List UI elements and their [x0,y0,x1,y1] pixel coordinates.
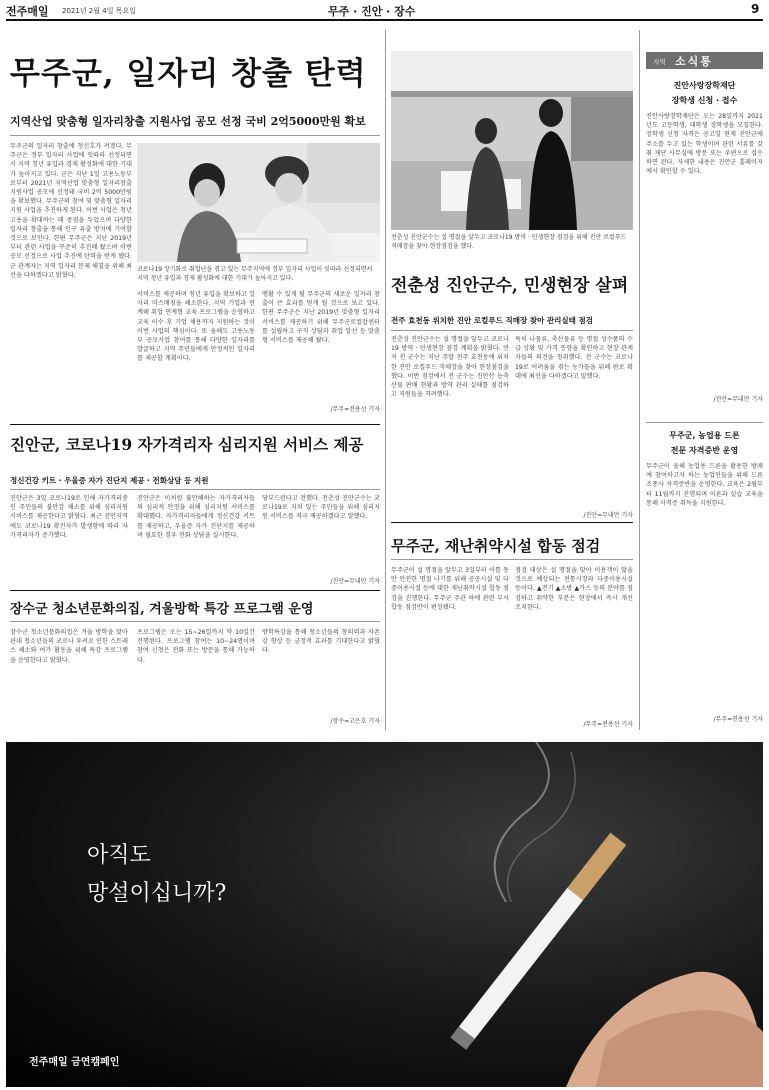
article4-byline: /무주=전용선 기자 [583,721,633,728]
ad-headline-line1: 아직도 [87,843,151,868]
page-number: 9 [751,2,760,16]
article1-byline: /무주=전용선 기자 [330,406,380,413]
masthead-paper-name: 전주매일 [6,5,49,18]
sidebar-item2-title-line1: 무주군, 농업용 드론 [669,431,740,440]
sidebar-item1-byline: /진안=무내만 기자 [713,396,763,403]
article1-col2: 서비스를 제공하며 청년 유입을 확보하고 일자리 미스매칭을 해소한다. 지역 기업과 연계해 취업 연계형 교육 프로그램을 운영하고 교육 이수 후 기업 채용까지 지원하는 것이 이번 사업의 핵심이다. 또 올해도 고용노동부 공모사업 참여를 통해 다양한 일자리를 발굴하고 지역 주민들에게 안정적인 일자리를 제공할 계획이다. [137,291,255,363]
article2-photo [391,51,633,230]
article5-byline: /장수=고은호 기자 [330,718,380,725]
article1-col1: 무주군의 일자리 창출에 청신호가 켜졌다. 무주군은 정부 일자리 사업에 잇따라 선정되면서 지역 청년 유입과 경제 활성화에 대한 기대가 높아지고 있다. 군은 지난 1일 고용노동부로부터 2021년 지역산업 맞춤형 일자리창출 지원사업 공모에 선정돼 국비 2억 5000만원을 확보했다. 무주군의 참여 및 맞춤형 일자리 지원 사업을 추진하게 된다. 이번 사업은 청년 고용을 확대하는 데 중점을 두었으며 다양한 일자리 창출을 통해 인구 유출 방지에 기여할 것으로 보인다. 한편 무주군은 지난 2019년부터 관련 사업을 꾸준히 추진해 왔으며 이번 공모 선정으로 사업 추진에 탄력을 받게 됐다. 군 관계자는 지역 일자리 문제 해결을 위해 최선을 다하겠다고 밝혔다. [10,143,132,279]
article3-col2: 진안군은 이처럼 불안해하는 자가격리자들의 심리적 안정을 위해 심리지원 서비스를 확대했다. 자가격리자들에게 정신건강 키트를 제공하고, 우울증 자가 진단지를 제공하며 필요한 경우 전화 상담을 실시한다. [137,495,255,539]
article3-headline: 진안군, 코로나19 자가격리자 심리지원 서비스 제공 [10,435,364,454]
ad-headline-line2: 망설이십니까? [87,881,227,906]
section-title: 무주 · 진안 · 장수 [328,5,416,18]
article2-headline: 전춘성 진안군수, 민생현장 살펴 [391,276,629,296]
article3-byline: /진안=무내만 기자 [330,578,380,585]
article2-subhead-rule [391,330,633,331]
article1-photo-caption: 코로나19 장기화로 취업난을 겪고 있는 무주지역에 정부 일자리 사업이 잇따라 선정되면서 지역 청년 유입과 경제 활성화에 대한 기대가 높아지고 있다. [137,266,373,282]
article1-headline: 무주군, 일자리 창출 탄력 [10,56,367,92]
ad-banner [6,742,763,1087]
article4-top-rule [391,522,633,523]
article1-subhead: 지역산업 맞춤형 일자리창출 지원사업 공모 선정 국비 2억5000만원 확보 [10,115,366,128]
header-rule [6,19,763,21]
article4-col2: 점검 대상은 설 명절을 맞아 이용객이 많을 것으로 예상되는 전통시장과 다중이용시설 등이다. ▲전기 ▲소방 ▲가스 등의 분야를 점검하고 취약한 부분은 현장에서 즉시 개선 조치한다. [515,567,633,611]
sidebar-item1-title-line2: 장학생 신청 · 접수 [671,96,738,105]
sidebar-label-big: 소식통 [675,55,713,68]
article3-col3: 당부드린다고 전했다. 전춘성 진안군수는 코로나19로 지쳐 있는 주민들을 위해 심리지원 서비스를 적극 제공하겠다고 말했다. [262,495,380,521]
article5-col2: 프로그램은 오는 15~26일까지 약 10일간 진행된다. 프로그램 참여는 10~24명이며 참여 신청은 전화 또는 방문을 통해 가능하다. [137,629,255,664]
article5-top-rule [10,590,380,591]
column-divider [385,30,386,730]
sidebar-item1-title-line1: 진안사랑장학재단 [673,81,736,90]
article1-photo [137,143,380,262]
article4-headline: 무주군, 재난취약시설 합동 점검 [391,537,601,555]
article3-top-rule [10,424,380,425]
article2-photo-caption: 전춘성 진안군수는 설 명절을 앞두고 코로나19 방역 · 민생현장 점검을 위해 진안 로컬푸드 직매장을 찾아 현장점검을 했다. [391,234,627,250]
article3-subhead: 정신건강 키트 · 우울증 자가 진단지 제공 · 전화상담 등 지원 [10,476,209,485]
article2-subhead: 전주 효천동 위치한 진안 로컬푸드 직매장 찾아 관리실태 점검 [391,316,594,325]
article3-subhead-rule [10,489,380,490]
article1-subhead-rule [10,135,380,136]
sidebar-item-divider [646,422,763,423]
sidebar-item1-body: 진안사랑장학재단은 오는 28일까지 2021년도 고등학생, 대학생 장학생을 모집한다. 장학생 신청 자격은 공고일 현재 진안군에 주소를 두고 있는 학생이며 관련 서류를 갖춰 재단 사무실에 방문 또는 우편으로 접수하면 된다. 자세한 내용은 진안군 홈페이지에서 확인할 수 있다. [646,113,763,176]
sidebar-label-small: 지역 [653,58,666,66]
article1-col3: 맹활 수 있게 될 무주군의 새로운 일자리 창출이 큰 효과를 얻게 될 것으로 보고 있다. 한편 무주군은 지난 2019년 맞춤형 일자리서비스를 제공하기 위해 무주군로컬잡센터를 설립하고 구직 상담과 취업 알선 등 맞춤형 서비스를 제공해 왔다. [262,291,380,345]
article3-col1: 진안군은 3일 코로나19로 인해 자가격리중인 주민들의 불안감 해소를 위해 심리지원 서비스를 제공한다고 밝혔다. 최근 진안지역에도 코로나19 확진자가 발생함에 따라 자가격리자가 증가했다. [10,495,128,539]
article5-headline-rule [10,621,380,622]
ad-campaign-label: 전주매일 금연캠페인 [29,1057,120,1068]
article2-col2: 특히 나물류, 축산물류 등 명절 성수품의 수급 상황 및 가격 동향을 확인하고 현장 관계자들의 의견을 청취했다. 전 군수는 코로나19로 어려움을 겪는 농가들을 위해 판로 확대에 최선을 다하겠다고 말했다. [515,336,633,380]
sidebar-item2-byline: /무주=전용선 기자 [713,716,763,723]
sidebar-divider [639,30,640,730]
article5-col3: 방학특강을 통해 청소년들의 창의력과 자존감 향상 등 긍정적 효과를 기대한다고 밝혔다. [262,629,380,655]
sidebar-item2-body: 무주군이 올해 농업용 드론을 활용한 방제에 참여하고자 하는 농업인들을 위해 드론 조종사 자격증반을 운영한다. 교육은 2월부터 11월까지 진행되며 이론과 실습 교육을 통해 자격증 취득을 지원한다. [646,463,763,507]
article4-headline-rule [391,559,633,560]
article5-headline: 장수군 청소년문화의집, 겨울방학 특강 프로그램 운영 [10,602,314,617]
sidebar-item2-title-line2: 전문 자격증반 운영 [670,446,739,455]
article2-byline: /진안=무내만 기자 [583,512,633,519]
article5-col1: 장수군 청소년문화의집은 겨울 방학을 맞아 관내 청소년들의 코로나 우려로 인한 스트레스 해소와 여가 활동을 위해 특강 프로그램을 운영한다고 밝혔다. [10,629,128,664]
article4-col1: 무주군이 설 명절을 앞두고 3일부터 이틀 동안 안전한 명절 나기를 위해 공공시설 및 다중이용시설 등에 대한 재난취약시설 합동 점검을 진행한다. 무주군 주관 하에 관련 부서 합동 점검반이 편성됐다. [391,567,509,611]
article2-col1: 전춘성 진안군수는 설 명절을 앞두고 코로나19 방역 · 민생현장 점검 계획을 밝혔다. 먼저 전 군수는 지난 주말 전주 효천동에 위치한 진안 로컬푸드 직매장을 찾아 현장점검을 했다. 이번 점검에서 전 군수는 진안산 농축산물 판매 현황과 방역 관리 실태를 점검하고 직원들을 격려했다. [391,336,509,399]
masthead-date: 2021년 2월 4일 목요일 [62,7,136,15]
